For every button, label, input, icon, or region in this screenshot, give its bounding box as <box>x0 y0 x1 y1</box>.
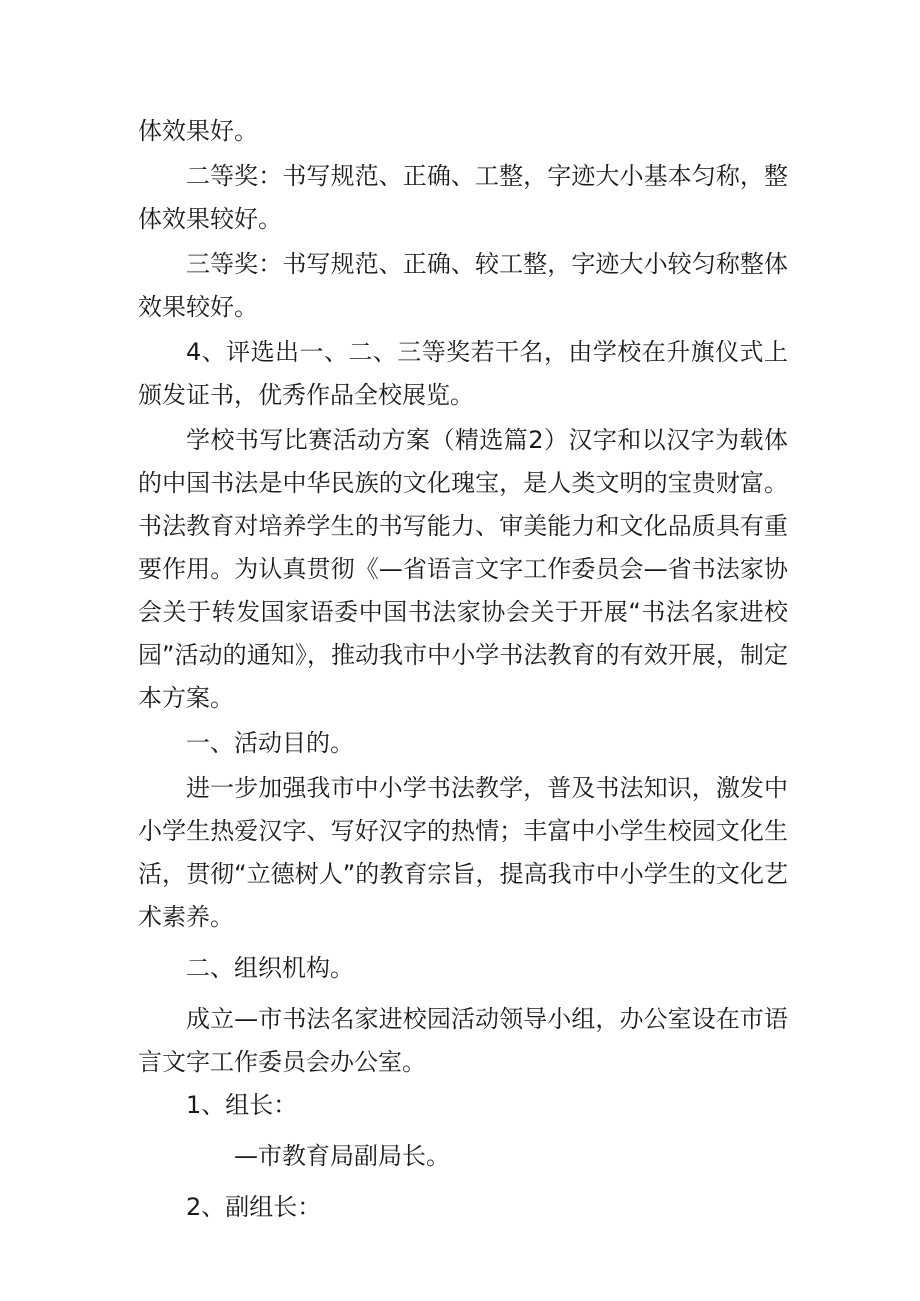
paragraph-activity-purpose: 进一步加强我市中小学书法教学，普及书法知识，激发中小学生热爱汉字、写好汉字的热情；丰富中小学生校园文化生活，贯彻“立德树人”的教育宗旨，提高我市中小学生的文化艺术素养。 <box>138 774 788 931</box>
paragraph-continuation: 体效果好。 <box>138 117 258 145</box>
paragraph-plan-intro: 学校书写比赛活动方案（精选篇2）汉字和以汉字为载体的中国书法是中华民族的文化瑰宝，是人类文明的宝贵财富。书法教育对培养学生的书写能力、审美能力和文化品质具有重要作用。为认真贯彻《—省语言文字工作委员会—省书法家协会关于转发国家语委中国书法家协会关于开展“书法名家进校园”活动的通知》，推动我市中小学书法教育的有效开展，制定本方案。 <box>138 426 788 712</box>
item-leader-detail: —市教育局副局长。 <box>234 1142 450 1170</box>
paragraph-awards: 4、评选出一、二、三等奖若干名，由学校在升旗仪式上颁发证书，优秀作品全校展览。 <box>138 338 788 409</box>
paragraph-organization: 成立—市书法名家进校园活动领导小组，办公室设在市语言文字工作委员会办公室。 <box>138 1005 788 1076</box>
paragraph-second-prize: 二等奖：书写规范、正确、工整，字迹大小基本匀称，整体效果较好。 <box>138 162 788 233</box>
heading-activity-purpose: 一、活动目的。 <box>186 729 354 757</box>
item-leader: 1、组长： <box>186 1091 298 1119</box>
heading-organization: 二、组织机构。 <box>186 954 354 982</box>
paragraph-third-prize: 三等奖：书写规范、正确、较工整，字迹大小较匀称整体效果较好。 <box>138 250 788 321</box>
document-body <box>138 110 788 1229</box>
item-deputy-leader: 2、副组长： <box>186 1193 322 1221</box>
